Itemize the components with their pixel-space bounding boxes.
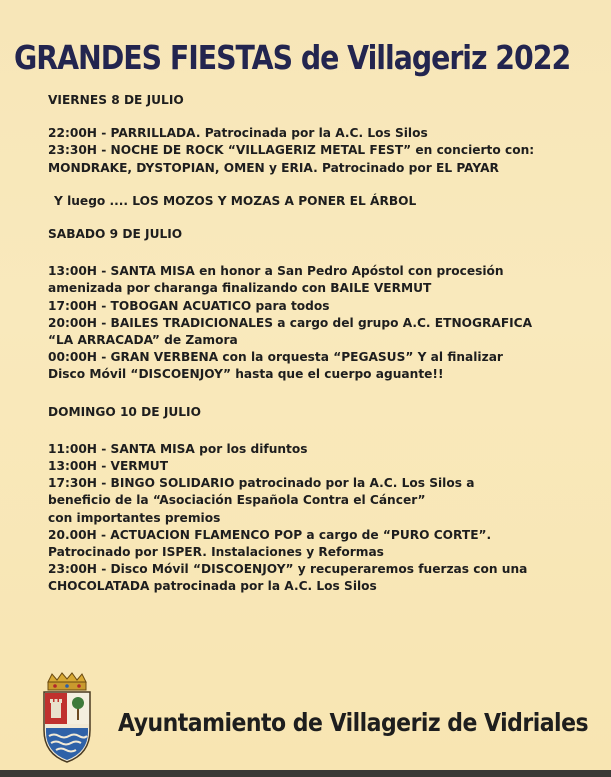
event-extra: Y luego .... LOS MOZOS Y MOZAS A PONER EL ÁRBOL: [54, 193, 417, 208]
screen-edge: [0, 770, 611, 777]
event-line: “LA ARRACADA” de Zamora: [48, 333, 238, 348]
event-line: 13:00H - SANTA MISA en honor a San Pedro Apóstol con procesión: [48, 264, 504, 279]
event-line: 17:00H - TOBOGAN ACUATICO para todos: [48, 298, 330, 313]
footer: [40, 672, 600, 768]
event-line: con importantes premios: [48, 510, 221, 525]
poster-title: GRANDES FIESTAS de Villageriz 2022: [14, 38, 571, 77]
event-line: MONDRAKE, DYSTOPIAN, OMEN y ERIA. Patrocinado por EL PAYAR: [48, 160, 499, 175]
day-heading-domingo: DOMINGO 10 DE JULIO: [48, 404, 201, 419]
event-line: Disco Móvil “DISCOENJOY” hasta que el cuerpo aguante!!: [48, 367, 444, 382]
day-heading-viernes: VIERNES 8 DE JULIO: [48, 93, 184, 107]
event-line: Patrocinado por ISPER. Instalaciones y Reformas: [48, 545, 384, 560]
event-line: 20:00H - BAILES TRADICIONALES a cargo del grupo A.C. ETNOGRAFICA: [48, 315, 533, 330]
event-line: amenizada por charanga finalizando con BAILE VERMUT: [48, 281, 432, 296]
event-line: 22:00H - PARRILLADA. Patrocinada por la A.C. Los Silos: [48, 126, 428, 141]
event-line: 00:00H - GRAN VERBENA con la orquesta “PEGASUS” Y al finalizar: [48, 350, 503, 365]
event-line: beneficio de la “Asociación Española Contra el Cáncer”: [48, 493, 426, 508]
day-heading-sabado: SABADO 9 DE JULIO: [48, 227, 183, 242]
organizer-name: Ayuntamiento de Villageriz de Vidriales: [118, 708, 589, 737]
event-line: 23:30H - NOCHE DE ROCK “VILLAGERIZ METAL FEST” en concierto con:: [48, 143, 535, 158]
event-line: CHOCOLATADA patrocinada por la A.C. Los Silos: [48, 579, 377, 594]
event-line: 23:00H - Disco Móvil “DISCOENJOY” y recuperaremos fuerzas con una: [48, 562, 528, 577]
event-line: 17:30H - BINGO SOLIDARIO patrocinado por la A.C. Los Silos a: [48, 476, 475, 491]
coat-of-arms-icon: [40, 672, 94, 764]
event-line: 20.00H - ACTUACION FLAMENCO POP a cargo de “PURO CORTE”.: [48, 527, 492, 542]
event-line: 13:00H - VERMUT: [48, 459, 169, 474]
event-line: 11:00H - SANTA MISA por los difuntos: [48, 441, 308, 456]
program: [48, 92, 608, 596]
